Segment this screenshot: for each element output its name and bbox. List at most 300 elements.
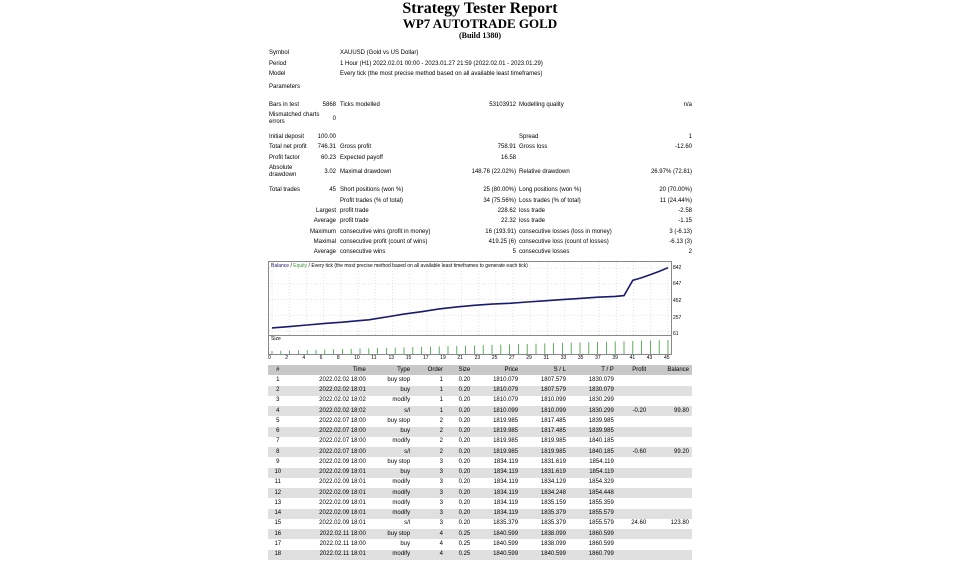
table-cell [617, 416, 649, 426]
table-row [268, 519, 692, 529]
table-cell: 2022.02.11 18:00 [288, 529, 369, 539]
table-cell: modify [392, 499, 411, 506]
largest-loss-value: -2.58 [678, 208, 692, 214]
table-cell [617, 437, 649, 447]
table-cell: 0.20 [458, 458, 471, 465]
table-row [268, 396, 692, 406]
table-cell: buy [369, 427, 413, 437]
table-cell: 123.80 [670, 520, 689, 527]
table-cell: 1807.579 [521, 386, 569, 396]
table-row [268, 406, 692, 416]
table-cell: 1834.119 [493, 499, 519, 506]
maximal-drawdown-label: Maximal drawdown [340, 169, 392, 175]
table-row [268, 447, 692, 457]
x-tick-label: 13 [388, 355, 395, 361]
table-cell: 1 [413, 406, 446, 416]
table-cell [649, 478, 692, 488]
x-tick-label: 15 [405, 355, 412, 361]
table-cell: 1810.099 [521, 406, 569, 416]
table-cell: 1819.985 [493, 438, 519, 445]
gross-profit-label: Gross profit [340, 144, 372, 150]
table-cell: 1835.379 [493, 520, 519, 527]
table-cell: 3 [413, 509, 446, 519]
table-cell: 12 [268, 488, 288, 498]
table-row [268, 427, 692, 437]
table-cell: 1838.099 [540, 540, 566, 547]
table-cell [617, 498, 649, 508]
average-loss-value: -1.15 [678, 218, 692, 224]
table-cell: 2022.02.07 18:00 [319, 417, 366, 424]
table-cell [649, 498, 692, 508]
table-cell: 0.25 [458, 540, 471, 547]
column-header: Price [473, 365, 521, 375]
symbol-label: Symbol [269, 50, 290, 56]
table-row [268, 457, 692, 467]
table-cell: 10 [268, 468, 288, 478]
table-row [268, 539, 692, 549]
average-label: Average [313, 218, 336, 224]
modelling-quality-label: Modelling quality [519, 102, 564, 108]
table-cell: 1831.619 [521, 468, 569, 478]
balance-chart-svg [269, 262, 671, 335]
y-tick-452: 452 [673, 298, 682, 304]
table-cell: 2 [413, 447, 446, 457]
chart-legend [271, 263, 528, 269]
mismatch-label: Mismatched charts errors [269, 112, 320, 125]
long-positions-label: Long positions (won %) [519, 187, 582, 193]
table-cell: modify [392, 438, 411, 445]
table-cell: 3 [413, 488, 446, 498]
table-cell [617, 509, 649, 519]
table-cell: modify [369, 509, 413, 519]
largest-profit-value: 228.62 [497, 208, 516, 214]
short-positions-value: 25 (80.00%) [483, 187, 516, 193]
table-cell: 0.20 [458, 376, 471, 383]
table-cell: 13 [274, 499, 282, 506]
table-cell: 1854.119 [589, 458, 614, 465]
spread-label: Spread [519, 134, 539, 140]
table-cell: 0.25 [446, 550, 473, 560]
profit-factor-label: Profit factor [269, 155, 300, 161]
table-cell: 3 [276, 397, 280, 404]
table-row [268, 437, 692, 447]
table-row [268, 550, 692, 560]
x-tick-label: 2 [285, 355, 288, 361]
table-cell: 2 [268, 386, 288, 396]
average-consecutive-wins-value: 5 [512, 249, 516, 255]
table-cell [617, 539, 649, 549]
x-tick-label: 23 [474, 355, 481, 361]
x-tick-label: 27 [509, 355, 515, 361]
table-cell: 1807.579 [540, 376, 566, 383]
table-cell: 2022.02.09 18:01 [288, 468, 369, 478]
table-cell: s/l [369, 447, 413, 457]
average-consecutive-losses-value: 2 [688, 249, 692, 255]
x-tick-label: 25 [491, 355, 498, 361]
modelling-quality-value: n/a [683, 102, 692, 108]
y-tick-647: 647 [673, 281, 682, 287]
column-header: T / P [569, 365, 617, 375]
table-cell: s/l [369, 406, 413, 416]
table-cell: 5 [276, 417, 280, 424]
largest-label: Largest [315, 208, 336, 214]
table-row [268, 509, 692, 519]
table-cell: 1860.599 [588, 540, 614, 547]
profit-trades-label: Profit trades (% of total) [340, 198, 404, 204]
legend-balance: Balance [271, 263, 290, 269]
report-subtitle: WP7 AUTOTRADE GOLD [402, 16, 558, 31]
table-cell: 1834.119 [473, 509, 521, 519]
table-cell: 3 [439, 479, 443, 486]
table-cell: 11 [274, 479, 281, 486]
table-cell: 0.20 [446, 427, 473, 437]
balance-series-line [272, 268, 668, 328]
table-cell: 16 [268, 529, 288, 539]
table-cell: 2022.02.11 18:00 [319, 540, 366, 547]
x-tick-label: 0 [268, 355, 271, 361]
total-trades-label: Total trades [269, 187, 301, 193]
table-cell: 8 [268, 447, 288, 457]
x-tick-label: 31 [543, 355, 550, 361]
table-cell: modify [369, 550, 413, 560]
trades-table [268, 365, 692, 560]
table-cell: 2022.02.09 18:01 [288, 509, 369, 519]
table-cell: 0.20 [458, 397, 471, 404]
column-header: Time [288, 365, 369, 375]
table-cell: 1817.485 [521, 427, 569, 437]
table-cell: s/l [404, 520, 411, 527]
table-cell: 1 [413, 386, 446, 396]
table-cell: 2022.02.09 18:01 [319, 499, 366, 506]
relative-drawdown-label: Relative drawdown [519, 169, 570, 175]
x-tick-label: 4 [302, 355, 306, 361]
table-cell: modify [392, 397, 411, 404]
maximal-consecutive-loss-value: -6.13 (3) [669, 239, 692, 245]
table-cell: 1810.099 [473, 406, 521, 416]
x-tick-label: 17 [422, 355, 429, 361]
average-consecutive-losses-label: consecutive losses [519, 249, 570, 255]
net-profit-label: Total net profit [269, 144, 307, 150]
table-row [268, 375, 692, 385]
y-tick-842: 842 [673, 265, 682, 271]
table-cell: 1830.299 [569, 406, 617, 416]
table-cell: 2022.02.09 18:00 [319, 458, 366, 465]
column-header: Type [369, 365, 413, 375]
table-cell: 1835.379 [540, 520, 566, 527]
table-cell: 1835.379 [521, 509, 569, 519]
table-cell: 1855.359 [588, 499, 614, 506]
table-cell: 1830.079 [569, 386, 617, 396]
expected-payoff-value: 16.58 [500, 155, 516, 161]
table-cell [649, 529, 692, 539]
maximal-drawdown-value: 148.76 (22.02%) [471, 169, 516, 175]
table-cell: 2022.02.02 18:00 [319, 376, 366, 383]
table-cell: 3 [439, 458, 443, 465]
table-cell: 1855.579 [588, 520, 614, 527]
table-cell: 1810.079 [493, 376, 519, 383]
x-tick-label: 45 [664, 355, 670, 361]
period-label: Period [269, 61, 287, 67]
table-cell [649, 386, 692, 396]
table-row [268, 529, 692, 539]
table-cell [617, 457, 649, 467]
table-row [268, 488, 692, 498]
gross-profit-value: 758.91 [497, 144, 516, 150]
column-header: S / L [521, 365, 569, 375]
table-cell [649, 427, 692, 437]
table-cell: 1840.599 [473, 529, 521, 539]
table-cell: 1840.599 [493, 540, 519, 547]
table-cell: 3 [413, 468, 446, 478]
maximal-consecutive-profit-value: 419.25 (6) [488, 239, 516, 245]
deposit-label: Initial deposit [269, 134, 305, 140]
x-tick-label: 21 [457, 355, 463, 361]
table-row [268, 386, 692, 396]
x-tick-label: 10 [354, 355, 360, 361]
table-row [268, 478, 692, 488]
column-header: Order [413, 365, 446, 375]
x-tick-label: 6 [319, 355, 323, 361]
average-profit-label: profit trade [340, 218, 369, 224]
table-row [268, 416, 692, 426]
average-loss-label: loss trade [519, 218, 546, 224]
table-cell [649, 396, 692, 406]
table-cell: 1834.248 [521, 488, 569, 498]
table-cell: 1854.329 [588, 479, 614, 486]
table-cell: 1810.079 [473, 386, 521, 396]
table-cell: 1 [276, 376, 280, 383]
table-header-row [268, 365, 692, 375]
x-tick-label: 39 [612, 355, 618, 361]
table-cell [649, 416, 692, 426]
table-cell: 2022.02.09 18:01 [319, 479, 366, 486]
x-tick-label: 35 [577, 355, 584, 361]
absolute-drawdown-label: Absolute drawdown [269, 165, 297, 178]
loss-trades-label: Loss trades (% of total) [519, 198, 581, 204]
table-cell: 6 [268, 427, 288, 437]
table-cell: 0.20 [446, 406, 473, 416]
table-cell: 2022.02.07 18:00 [319, 438, 366, 445]
period-value: 1 Hour (H1) 2022.02.01 00:00 - 2023.01.27 21:59 (2022.02.01 - 2023.01.29) [340, 61, 543, 67]
table-cell: 0.20 [446, 488, 473, 498]
maximal-consecutive-profit-label: consecutive profit (count of wins) [340, 239, 428, 245]
table-cell [649, 437, 692, 447]
table-cell: 1810.079 [493, 397, 519, 404]
net-profit-value: 746.31 [317, 144, 336, 150]
table-cell: 2022.02.07 18:00 [288, 427, 369, 437]
legend-equity: Equity [293, 263, 308, 269]
gross-loss-value: -12.60 [674, 144, 692, 150]
long-positions-value: 20 (70.00%) [659, 187, 692, 193]
table-cell: 1840.185 [569, 447, 617, 457]
table-cell: 1819.985 [473, 447, 521, 457]
table-cell: 2022.02.09 18:01 [288, 488, 369, 498]
table-cell [649, 488, 692, 498]
mismatch-value: 0 [332, 116, 336, 122]
table-cell [617, 468, 649, 478]
bars-value: 5868 [322, 102, 336, 108]
table-cell: 1819.985 [540, 438, 566, 445]
x-tick-label: 11 [371, 355, 377, 361]
table-cell: 1860.799 [569, 550, 617, 560]
table-cell: 1834.119 [473, 468, 521, 478]
table-cell: 4 [413, 529, 446, 539]
table-cell: 2022.02.02 18:02 [288, 406, 369, 416]
table-cell: 1854.119 [569, 468, 617, 478]
table-cell [617, 478, 649, 488]
table-cell: 4 [413, 550, 446, 560]
table-cell: 99.20 [649, 447, 692, 457]
x-tick-label: 29 [526, 355, 532, 361]
symbol-value: XAUUSD (Gold vs US Dollar) [340, 50, 419, 56]
model-label: Model [269, 71, 286, 77]
loss-trades-value: 11 (24.44%) [659, 198, 692, 204]
table-cell: 1854.448 [569, 488, 617, 498]
parameters-label: Parameters [269, 84, 301, 90]
table-cell [617, 488, 649, 498]
table-cell: 1819.985 [521, 447, 569, 457]
table-cell: 3 [439, 499, 443, 506]
table-cell: 17 [274, 540, 282, 547]
table-cell: 0.20 [458, 499, 471, 506]
profit-trades-value: 34 (75.56%) [483, 198, 516, 204]
report-build: (Build 1380) [458, 31, 501, 40]
table-cell: 1839.985 [588, 417, 614, 424]
table-cell: 1834.119 [493, 479, 519, 486]
table-cell [617, 386, 649, 396]
max-consecutive-wins-label: consecutive wins (profit in money) [340, 229, 431, 235]
table-cell [649, 468, 692, 478]
table-cell: 1840.599 [521, 550, 569, 560]
report-title: Strategy Tester Report [402, 0, 558, 17]
y-tick-61: 61 [673, 331, 679, 337]
table-cell: buy stop [387, 376, 411, 383]
table-cell [617, 396, 649, 406]
table-cell: 2022.02.11 18:01 [288, 550, 369, 560]
table-cell [649, 539, 692, 549]
table-cell [649, 550, 692, 560]
table-cell: buy [369, 386, 413, 396]
y-tick-257: 257 [673, 315, 682, 321]
gross-loss-label: Gross loss [519, 144, 548, 150]
table-cell: 1819.985 [473, 427, 521, 437]
bars-label: Bars in test [269, 102, 300, 108]
table-cell: 2 [439, 417, 443, 424]
spread-value: 1 [688, 134, 692, 140]
x-tick-label: 41 [629, 355, 636, 361]
ticks-label: Ticks modelled [340, 102, 380, 108]
table-cell: 24.60 [631, 520, 647, 527]
table-cell: 1817.485 [540, 417, 566, 424]
table-cell: 1 [439, 376, 443, 383]
table-cell: buy stop [387, 417, 411, 424]
table-cell [649, 375, 692, 385]
expected-payoff-label: Expected payoff [340, 155, 383, 161]
average-profit-value: 22.32 [500, 218, 516, 224]
short-positions-label: Short positions (won %) [340, 187, 404, 193]
table-cell: 0.20 [446, 386, 473, 396]
table-cell: 2 [439, 438, 443, 445]
model-value: Every tick (the most precise method based on all available least timeframes) [340, 71, 543, 77]
table-row [268, 498, 692, 508]
x-tick-label: 8 [336, 355, 340, 361]
table-cell: modify [392, 479, 411, 486]
table-cell: 0.20 [446, 468, 473, 478]
table-cell: 0.20 [458, 417, 471, 424]
table-cell: 14 [268, 509, 288, 519]
table-cell [617, 375, 649, 385]
table-cell: 15 [274, 520, 282, 527]
max-consecutive-losses-label: consecutive losses (loss in money) [519, 229, 612, 235]
table-cell: buy [369, 468, 413, 478]
column-header: Profit [617, 365, 649, 375]
max-consecutive-wins-value: 16 (193.91) [485, 229, 516, 235]
largest-profit-label: profit trade [340, 208, 369, 214]
table-cell: 1855.579 [569, 509, 617, 519]
total-trades-value: 45 [329, 187, 336, 193]
table-cell: 0.20 [458, 479, 471, 486]
table-cell [617, 550, 649, 560]
maximal-label: Maximal [313, 239, 336, 245]
table-cell: 2022.02.07 18:00 [288, 447, 369, 457]
table-cell: 1834.119 [493, 458, 519, 465]
table-cell: 2022.02.09 18:01 [319, 520, 366, 527]
relative-drawdown-value: 26.97% (72.81) [650, 169, 692, 175]
table-cell: buy stop [387, 458, 411, 465]
balance-chart [268, 261, 672, 336]
table-cell: 99.80 [649, 406, 692, 416]
average-consecutive-wins-label: consecutive wins [340, 249, 386, 255]
table-cell: 0.20 [458, 520, 471, 527]
max-consecutive-losses-value: 3 (-6.13) [669, 229, 692, 235]
table-cell: 2 [413, 427, 446, 437]
column-header: Balance [649, 365, 692, 375]
legend-sep: / [289, 263, 294, 269]
table-cell: 0.20 [446, 447, 473, 457]
maximum-label: Maximum [309, 229, 336, 235]
table-row [268, 468, 692, 478]
x-tick-label: 37 [595, 355, 601, 361]
table-cell: -0.60 [617, 447, 649, 457]
table-cell: modify [369, 488, 413, 498]
table-cell: buy [400, 540, 411, 547]
ticks-value: 53103912 [489, 102, 516, 108]
x-tick-label: 19 [440, 355, 446, 361]
table-cell [649, 509, 692, 519]
table-cell: 1 [439, 397, 443, 404]
table-cell: buy stop [369, 529, 413, 539]
column-header: # [268, 365, 288, 375]
deposit-value: 100.00 [317, 134, 336, 140]
table-cell: 0.20 [458, 438, 471, 445]
table-cell: 4 [268, 406, 288, 416]
table-cell: 1835.159 [540, 499, 566, 506]
table-cell: 1838.099 [521, 529, 569, 539]
size-chart [268, 335, 672, 355]
absolute-drawdown-value: 3.02 [324, 169, 336, 175]
table-cell: 0.20 [446, 509, 473, 519]
profit-factor-value: 60.23 [320, 155, 336, 161]
table-cell: 2022.02.02 18:02 [319, 397, 366, 404]
table-cell: -0.20 [617, 406, 649, 416]
table-cell: 9 [276, 458, 280, 465]
table-cell: 1830.079 [588, 376, 614, 383]
table-cell: 0.25 [446, 529, 473, 539]
table-cell: 1834.129 [540, 479, 566, 486]
largest-loss-label: loss trade [519, 208, 546, 214]
table-cell: 1834.119 [473, 488, 521, 498]
x-tick-label: 33 [560, 355, 567, 361]
